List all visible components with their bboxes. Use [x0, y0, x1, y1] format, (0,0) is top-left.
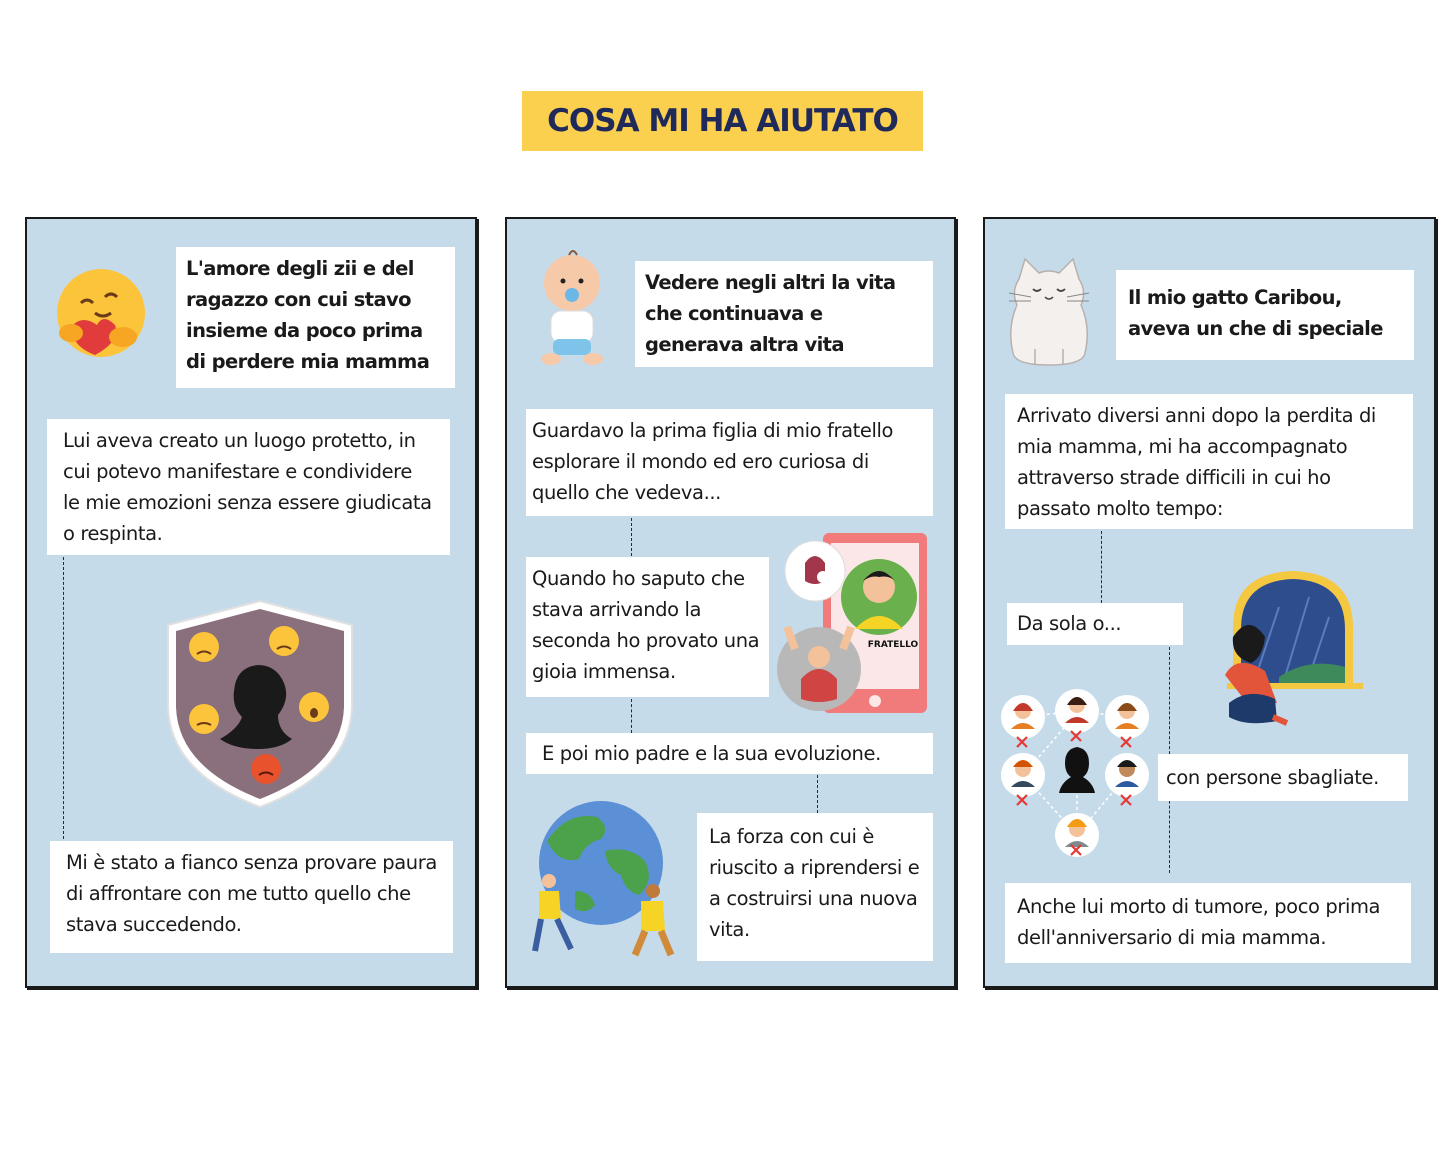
panel-text: Quando ho saputo che stava arrivando la seconda ho provato una gioia immensa.: [526, 557, 769, 697]
panel-text: E poi mio padre e la sua evoluzione.: [526, 733, 933, 774]
connector-line: [631, 699, 632, 733]
connector-line: [63, 557, 64, 839]
panel-text: Guardavo la prima figlia di mio fratello esplorare il mondo ed ero curiosa di quello che vedeva...: [526, 409, 933, 516]
shield-icon: [162, 597, 358, 811]
connector-line: [817, 775, 818, 813]
panel-heading: L'amore degli zii e del ragazzo con cui stavo insieme da poco prima di perdere mia mamma: [176, 247, 455, 388]
panel-text: Lui aveva creato un luogo protetto, in cui potevo manifestare e condividere le mie emozioni senza essere giudicata o respinta.: [47, 419, 450, 555]
panel-text: Arrivato diversi anni dopo la perdita di mia mamma, mi ha accompagnato attraverso strade difficili in cui ho passato molto tempo:: [1005, 394, 1413, 529]
people-network-icon: [999, 685, 1157, 857]
panel-text: Anche lui morto di tumore, poco prima dell'anniversario di mia mamma.: [1005, 883, 1411, 963]
panel-text: Mi è stato a fianco senza provare paura di affrontare con me tutto quello che stava succedendo.: [50, 841, 453, 953]
panel-text: La forza con cui è riuscito a riprendersi e a costruirsi una nuova vita.: [697, 813, 933, 961]
panel-heading: Vedere negli altri la vita che continuava e generava altra vita: [635, 261, 933, 367]
panel-text: con persone sbagliate.: [1158, 754, 1408, 801]
page-title-banner: [522, 91, 923, 151]
panel-zii: [25, 217, 477, 988]
phone-icon: [775, 529, 933, 719]
hug-emoji-icon: [55, 267, 147, 359]
page-title: COSA MI HA AIUTATO: [547, 103, 898, 139]
panel-caribou: [983, 217, 1436, 988]
panel-vita: [505, 217, 956, 988]
connector-line: [1101, 531, 1102, 603]
baby-icon: [537, 249, 607, 373]
globe-icon: [535, 801, 681, 957]
panel-text: Da sola o...: [1007, 603, 1183, 645]
window-girl-icon: [1219, 567, 1367, 731]
connector-line: [631, 518, 632, 556]
phone-label: FRATELLO: [867, 640, 919, 650]
panel-heading: Il mio gatto Caribou, aveva un che di speciale: [1116, 270, 1414, 360]
cat-icon: [1005, 257, 1093, 367]
